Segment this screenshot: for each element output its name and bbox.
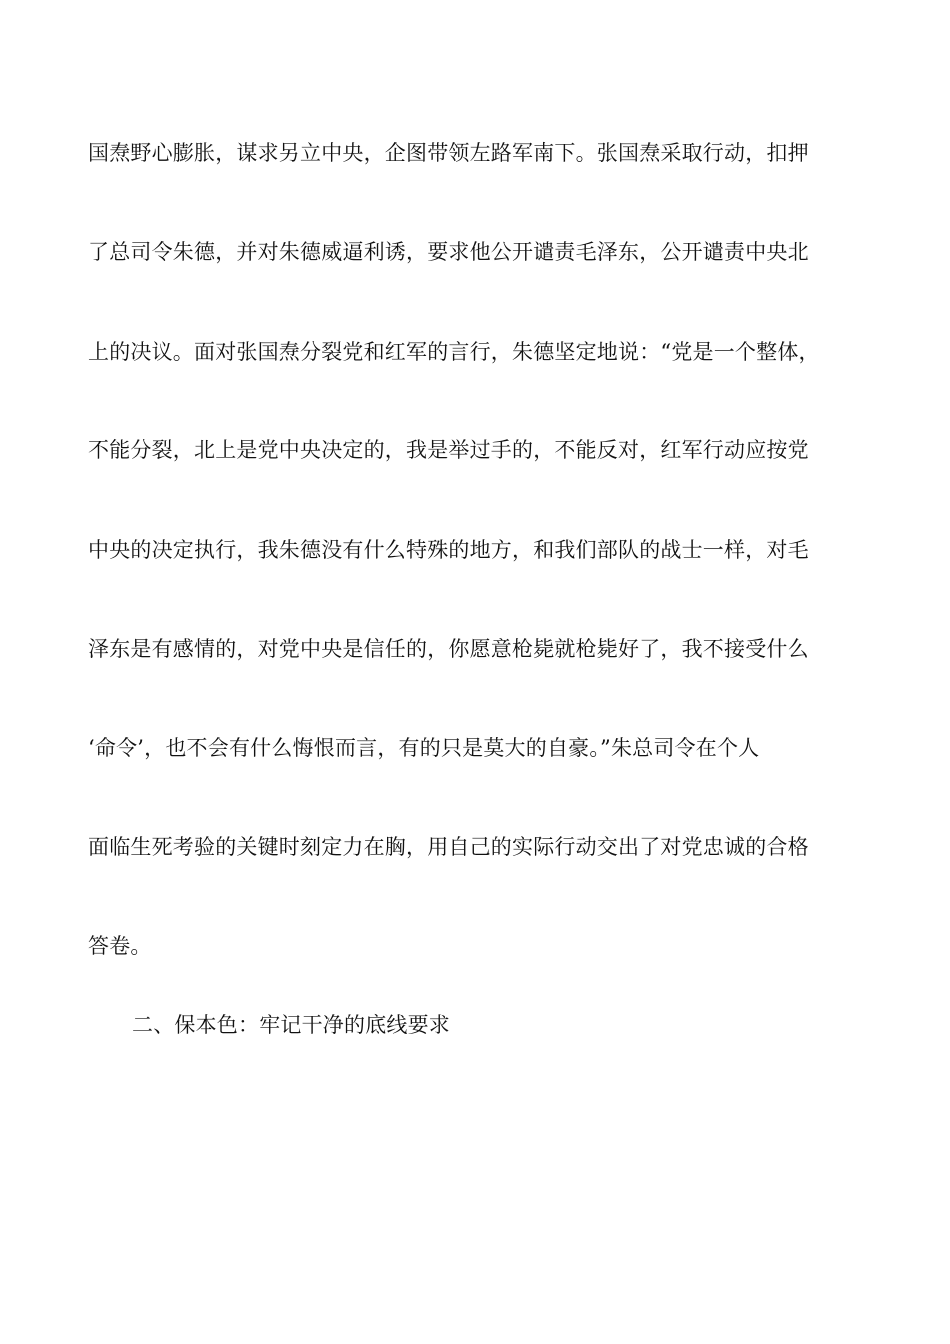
paragraph-line-7: ‘命令’，也不会有什么悔恨而言，有的只是莫大的自豪。”朱总司令在个人 [88, 736, 760, 760]
section-heading: 二、保本色：牢记干净的底线要求 [132, 1013, 450, 1037]
paragraph-line-4: 不能分裂，北上是党中央决定的，我是举过手的，不能反对，红军行动应按党 [88, 438, 809, 462]
paragraph-line-2: 了总司令朱德，并对朱德威逼利诱，要求他公开谴责毛泽东，公开谴责中央北 [88, 240, 809, 264]
paragraph-line-1: 国焘野心膨胀，谋求另立中央，企图带领左路军南下。张国焘采取行动，扣押 [88, 141, 809, 165]
paragraph-line-3: 上的决议。面对张国焘分裂党和红军的言行，朱德坚定地说：“党是一个整体， [88, 340, 820, 364]
paragraph-line-6: 泽东是有感情的，对党中央是信任的，你愿意枪毙就枪毙好了，我不接受什么 [88, 637, 809, 661]
paragraph-line-5: 中央的决定执行，我朱德没有什么特殊的地方，和我们部队的战士一样，对毛 [88, 538, 809, 562]
paragraph-line-8: 面临生死考验的关键时刻定力在胸，用自己的实际行动交出了对党忠诚的合格 [88, 835, 809, 859]
paragraph-line-9: 答卷。 [88, 934, 152, 958]
